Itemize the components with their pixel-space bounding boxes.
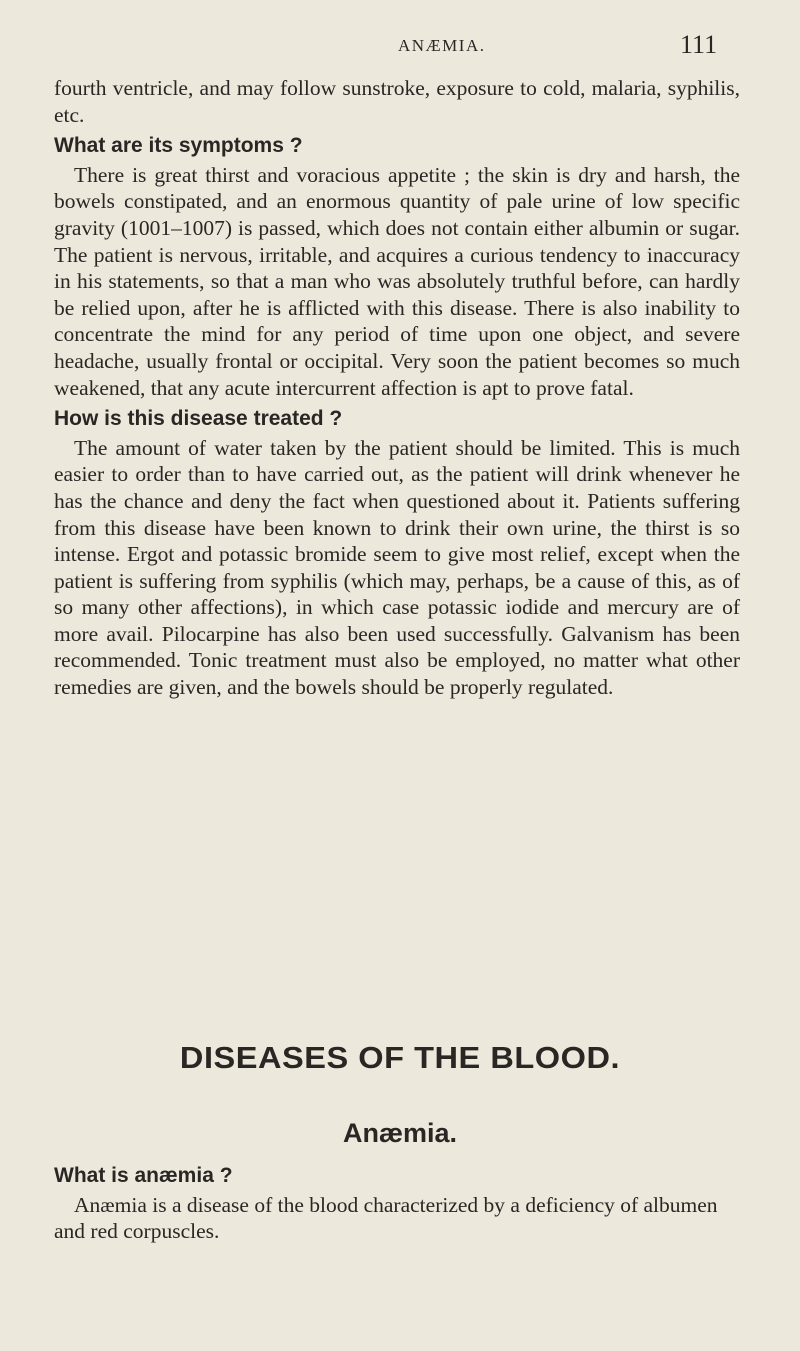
answer-paragraph: Anæmia is a disease of the blood characterized by a deficiency of albumen and red corpuscles. xyxy=(54,1192,718,1244)
section-title: Anæmia. xyxy=(342,1118,458,1148)
chapter-title: DISEASES OF THE BLOOD. xyxy=(179,1040,621,1075)
page-header xyxy=(0,30,800,66)
answer-paragraph: The amount of water taken by the patient should be limited. This is much easier to order than to have carried out, as the patient will drink whenever he has the chance and deny the fact when questioned about it. Patients suffering from this disease have been known to drink their own urine, the thirst is so intense. Ergot and potassic bromide seem to give most relief, except when the patient is suffering from syphilis (which may, perhaps, be a cause of this, as of so many other affections), in which case potassic iodide and mercury are of more avail. Pilocarpine has also been used successfully. Galvanism has been recommended. Tonic treatment must also be employed, no matter what other remedies are given, and the bowels should be properly regulated. xyxy=(54,435,740,700)
main-text xyxy=(54,75,740,701)
answer-paragraph: There is great thirst and voracious appetite ; the skin is dry and harsh, the bowels constipated, and an enormous quantity of pale urine of low specific gravity (1001–1007) is passed, which does not contain either albumin or sugar. The patient is nervous, irritable, and acquires a curious tendency to inaccuracy in his statements, so that a man who was absolutely truthful before, can hardly be relied upon, after he is afflicted with this disease. There is also inability to concentrate the mind for any period of time upon one object, and severe headache, usually frontal or occipital. Very soon the patient becomes so much weakened, that any acute intercurrent affection is apt to prove fatal. xyxy=(54,162,740,400)
running-head: ANÆMIA. xyxy=(398,36,486,55)
page-number: 111 xyxy=(680,30,718,59)
section-text xyxy=(54,1158,740,1245)
question-heading: What are its symptoms ? xyxy=(54,134,303,158)
question-heading: What is anæmia ? xyxy=(54,1164,233,1187)
question-heading: How is this disease treated ? xyxy=(54,407,343,431)
continuation-paragraph: fourth ventricle, and may follow sunstroke, exposure to cold, malaria, syphilis, etc. xyxy=(54,76,740,127)
